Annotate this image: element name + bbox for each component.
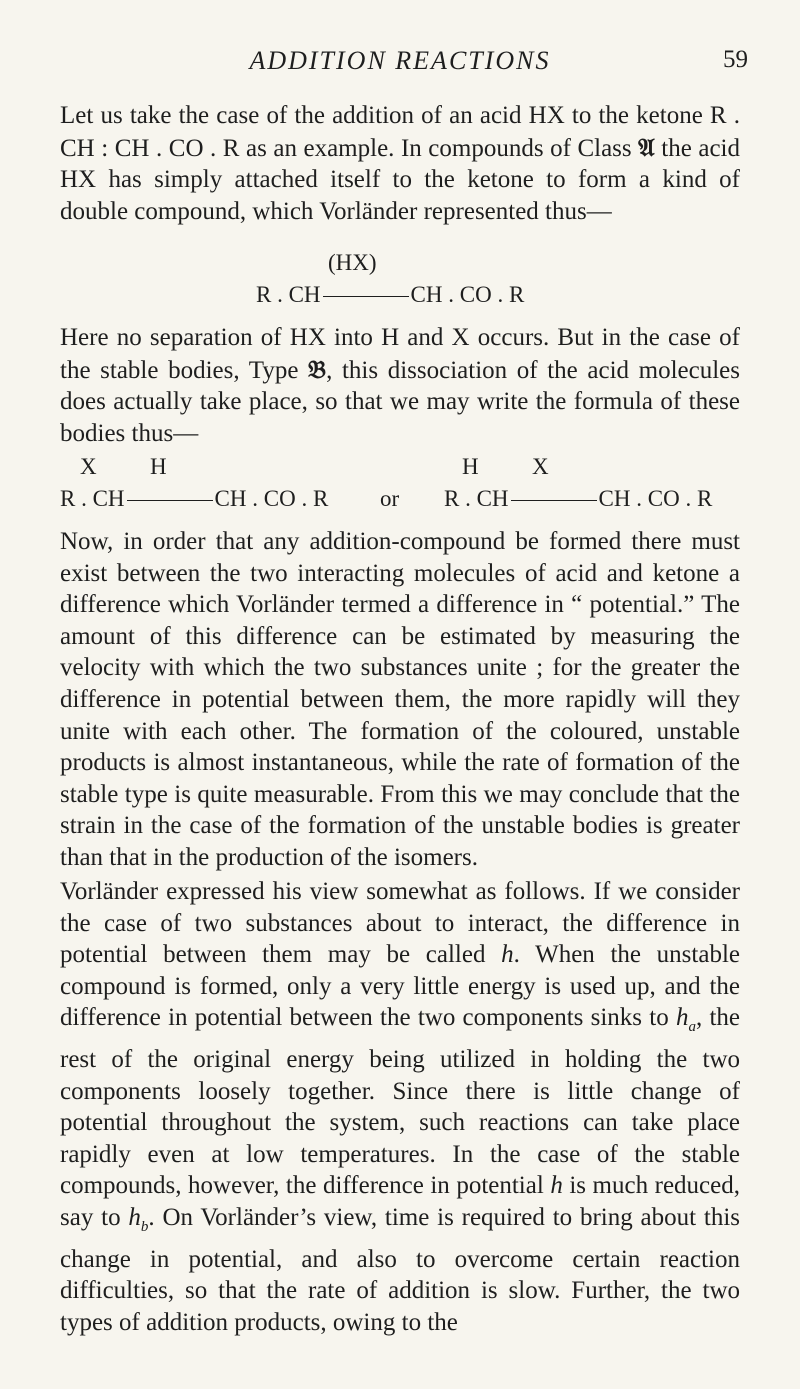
running-title: ADDITION REACTIONS (249, 46, 551, 75)
text-run: , the rest of the original energy being utilized in holding the two components loosely together. Since there is little change of potential throughout the system, such reactions can take place rapidly even at low temperatures. In the case of the stable compounds, however, the difference in potential (60, 1004, 740, 1200)
text-run: Here no separation of HX into H and X occurs. But in the case of the stable bodies, Type (60, 324, 740, 384)
bond-line (511, 500, 597, 501)
symbol-h: h (128, 1203, 141, 1231)
text-run: , this dissociation of the acid molecules does actually take place, so that we may write the formula of these bodies thus— (60, 356, 741, 447)
formula-2-or: or (380, 486, 400, 511)
text-run: Let us take the case of the addition of an acid HX to the ketone R . CH : CH . CO . R as an example. In compounds of Class (60, 102, 740, 162)
text-run: . When the unstable compound is formed, only a very little energy is used up, and the difference in potential between the two components sinks to (60, 941, 740, 1032)
formula-2-right-x: X (532, 454, 549, 479)
text-run: Vorländer expressed his view somewhat as follows. If we consider the case of two substances about to interact, the difference in potential between them may be called (60, 878, 740, 969)
symbol-h: h (675, 1004, 689, 1032)
page-number: 59 (723, 46, 748, 73)
symbol-h: h (501, 941, 514, 969)
formula-2-left-x: X (80, 454, 97, 479)
class-letter: 𝔄 (638, 132, 655, 162)
formula-2-right (444, 486, 712, 512)
formula-2-left (60, 486, 328, 512)
formula-term: R . CH (60, 486, 125, 511)
text-run: is much reduced, say to (60, 1172, 740, 1231)
paragraph-1 (60, 100, 740, 227)
paragraph-3: Now, in order that any addition-compound be formed there must exist between the two interacting molecules of acid and ketone a difference which Vorländer termed a difference in “ potential.” The amount of this difference can be estimated by measuring the velocity with which the two substances unite ; for the greater the difference in potential between them, the more rapidly will they unite with each other. The formation of the coloured, unstable products is almost instantaneous, while the rate of formation of the stable type is quite measurable. From this we may conclude that the strain in the case of the formation of the unstable bodies is greater than that in the production of the isomers. (60, 528, 740, 871)
formula-1 (256, 282, 524, 308)
formula-term: CH . CO . R (214, 486, 329, 511)
formula-hx-top: (HX) (328, 250, 377, 275)
paragraph-2 (60, 322, 740, 449)
bond-line (127, 500, 213, 501)
paragraph-4 (60, 876, 740, 1338)
text-run: the acid HX has simply attached itself to the ketone to form a kind of double compound, which Vorländer represented thus— (60, 134, 740, 225)
formula-term: CH . CO . R (410, 282, 525, 307)
symbol-subscript: b (140, 1218, 149, 1235)
type-letter: 𝔅 (308, 354, 327, 384)
formula-term: R . CH (444, 486, 509, 511)
formula-2-left-h: H (150, 454, 167, 479)
running-header (0, 46, 800, 86)
formula-term: R . CH (256, 282, 321, 307)
bond-line (323, 296, 409, 297)
formula-2-right-h: H (462, 454, 479, 479)
formula-term: CH . CO . R (598, 486, 713, 511)
symbol-h: h (550, 1172, 563, 1200)
symbol-subscript: a (688, 1019, 696, 1036)
text-run: . On Vorländer’s view, time is required to bring about this change in potential, and also to overcome certain reaction difficulties, so that the rate of addition is slow. Further, the two types of addition products, owing to the (60, 1203, 740, 1336)
